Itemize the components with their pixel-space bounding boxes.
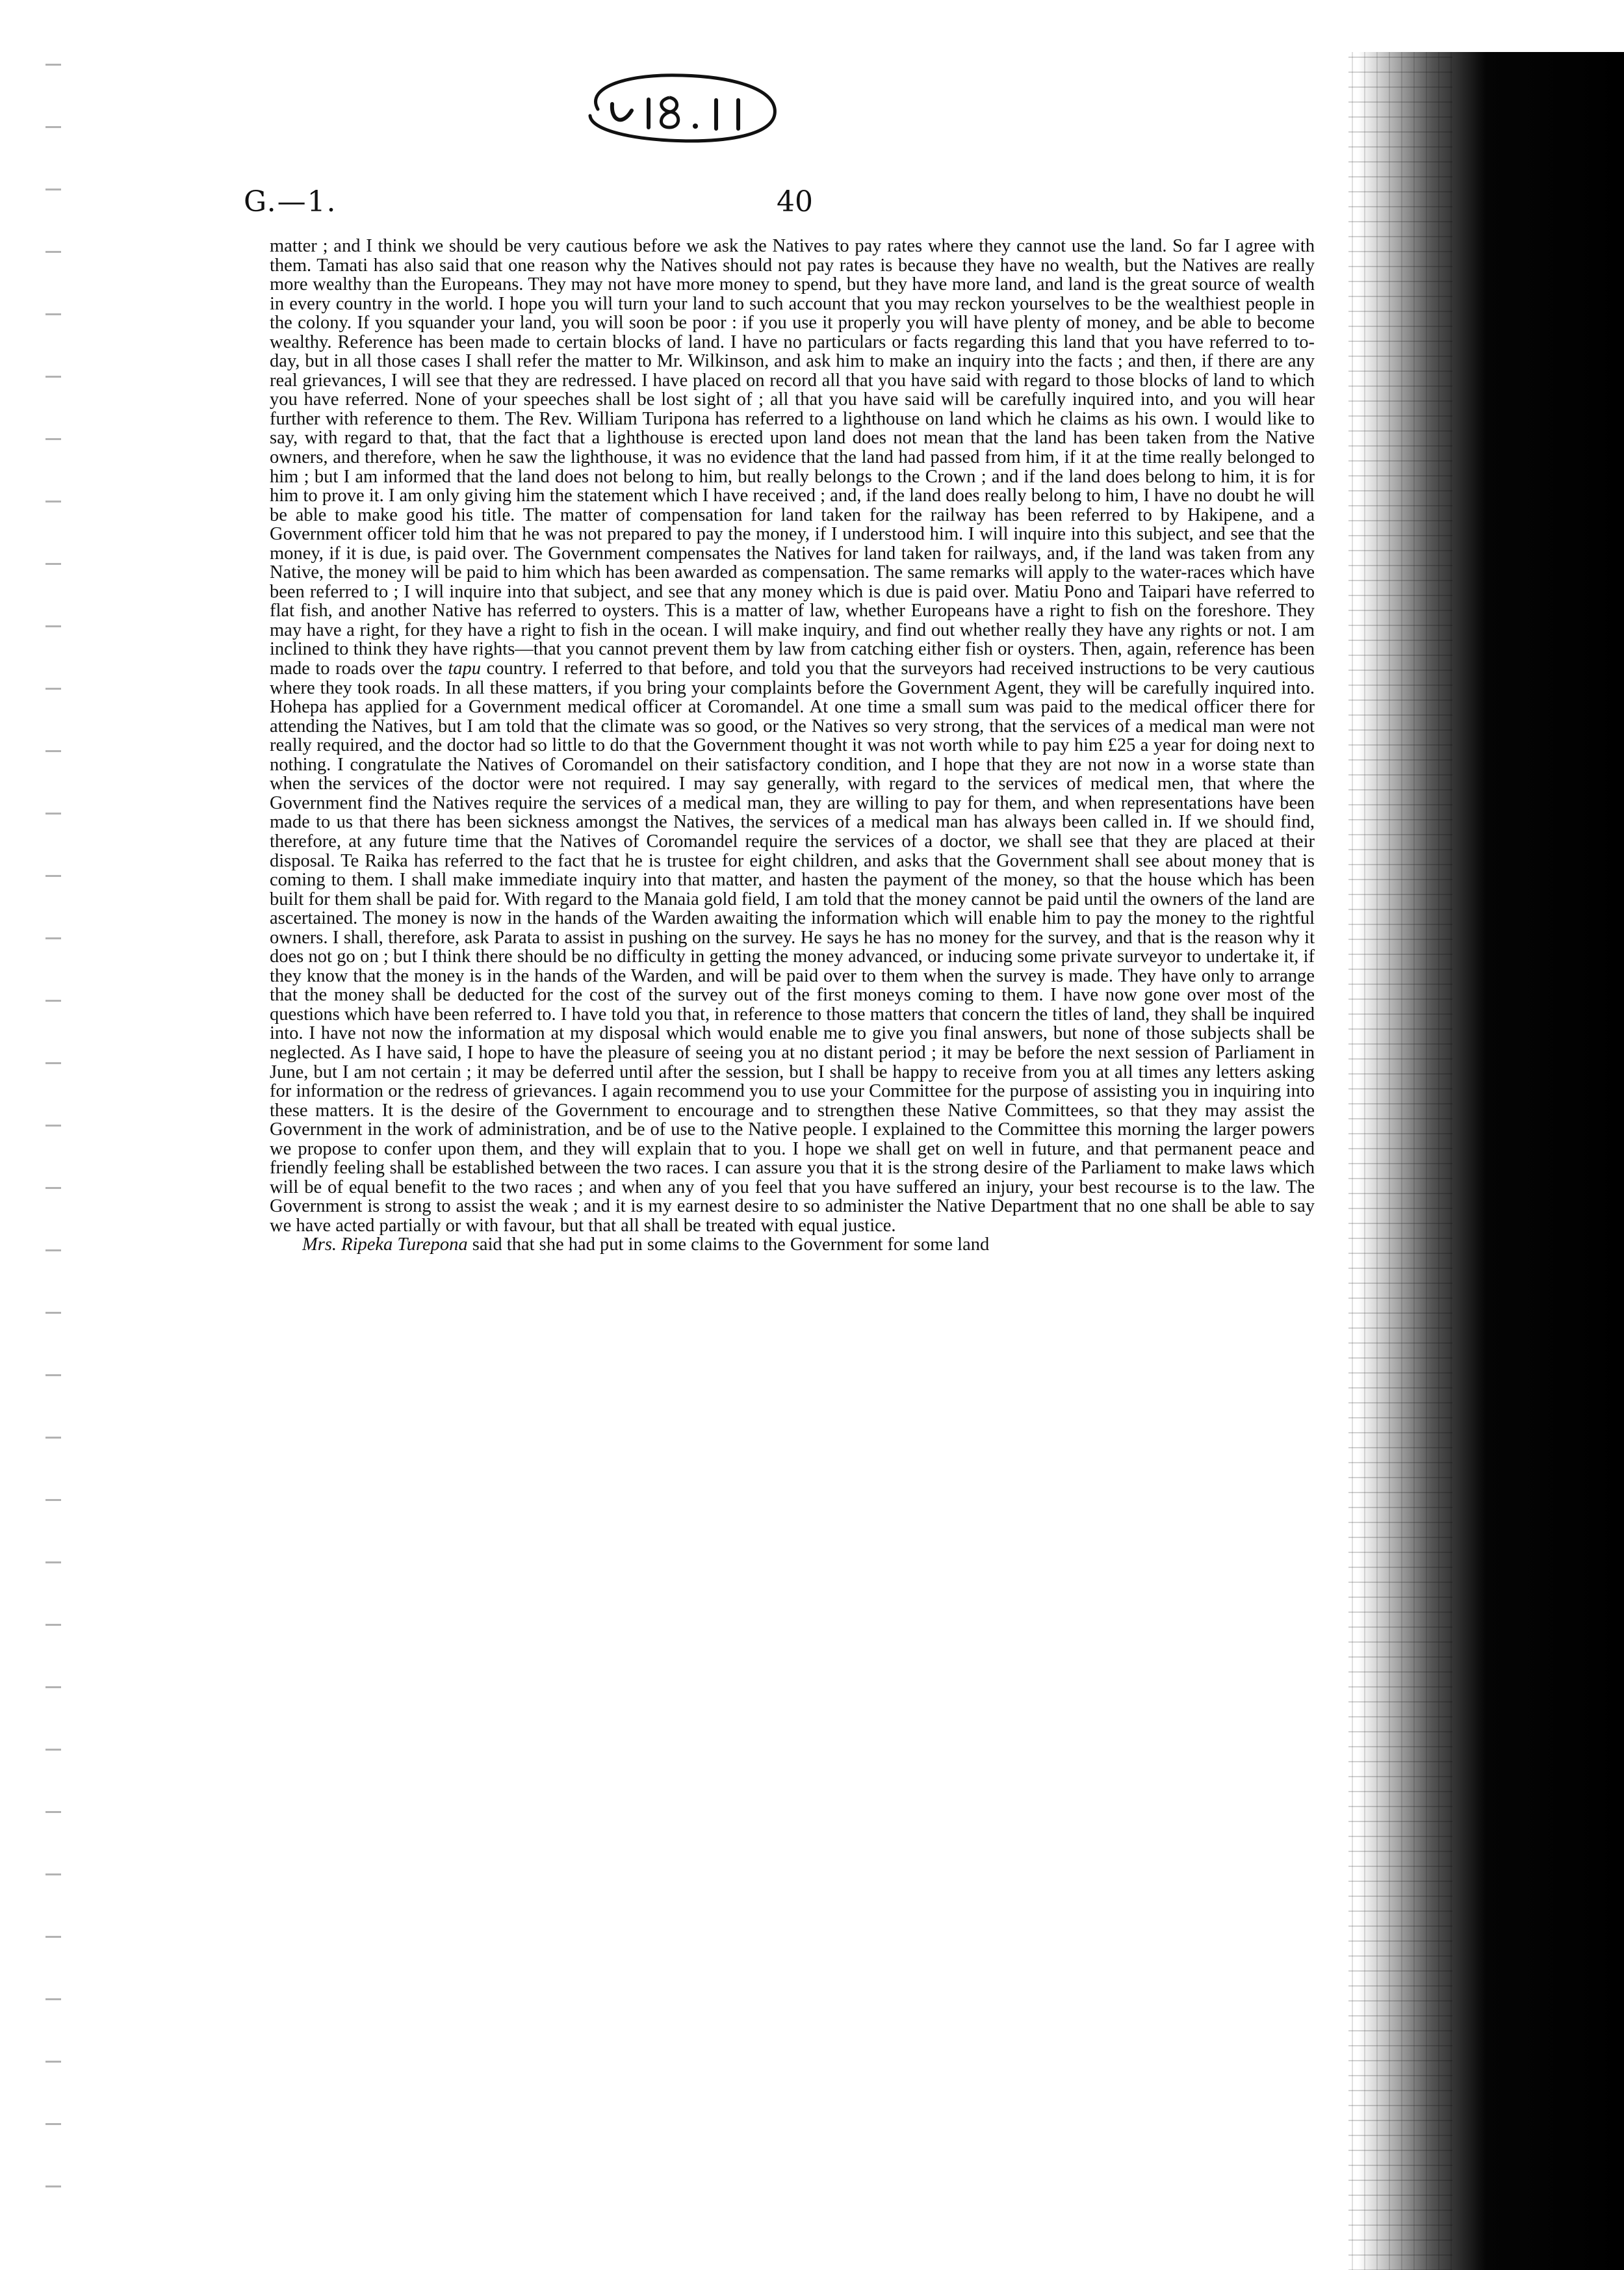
document-code: G.—1. [244, 185, 337, 218]
paragraph-1-continued: country. I referred to that before, and told you that the surveyors had received instructions to be very cautious where they took roads. In all these matters, if you bring your complaints before the Government Agent, they will be carefully inquired into. Hohepa has applied for a Government medical officer at Coromandel. At one time a small sum was paid to the medical officer there for attending the Natives, but I am told that the climate was so good, or the Natives so very strong, that the services of a medical man were not really required, and the doctor had so little to do that the Government thought it was not worth while to pay him £25 a year for doing next to nothing. I congratulate the Natives of Coromandel on their satisfactory condition, and I hope that they are not now in a worse state than when the services of the doctor were not required. I may say generally, with regard to the services of medical men, that where the Government find the Natives require the services of a medical man, they are willing to pay for them, and when representations have been made to us that there has been sickness amongst the Natives, the services of a medical man has always been called in. If we should find, therefore, at any future time that the Natives of Coromandel require the services of a doctor, we shall see that they are placed at their disposal. Te Raika has referred to the fact that he is trustee for eight children, and asks that the Government shall see about money that is coming to them. I shall make immediate inquiry into that matter, and hasten the payment of the money, so that the house which has been built for them shall be paid for. With regard to the Manaia gold field, I am told that the money cannot be paid until the owners of the land are ascertained. The money is now in the hands of the Warden awaiting the information which will enable him to pay the money to the rightful owners. I shall, therefore, ask Parata to assist in pushing on the survey. He says he has no money for the survey, and that is the reason why it does not go on ; but I think there should be no difficulty in getting the money advanced, or inducing some private surveyor to undertake it, if they know that the money is in the hands of the Warden, and will be paid over to them when the survey is made. They have only to arrange that the money shall be deducted for the cost of the survey out of the first moneys coming to them. I have now gone over most of the questions which have been referred to. I have told you that, in reference to those matters that concern the titles of land, they shall be inquired into. I have not now the information at my disposal which would enable me to give you final answers, but none of those subjects shall be neglected. As I have said, I hope to have the pleasure of seeing you at no distant period ; it may be before the next session of Parliament in June, but I am not certain ; it may be deferred until after the session, but I shall be happy to receive from you at all times any letters asking for information or the redress of grievances. I again recommend you to use your Committee for the purpose of assisting you in inquiring into these matters. It is the desire of the Government to encourage and to strengthen these Native Committees, so that they may assist the Government in the work of administration, and be of use to the Native people. I explained to the Committee this morning the larger powers we propose to confer upon them, and they will explain that to you. I hope we shall get on well in future, and that permanent peace and friendly feeling shall be established between the two races. I can assure you that it is the strong desire of the Parliament to make laws which will be of equal benefit to the two races ; and when any of you feel that you have suffered an injury, your best recourse is to the law. The Government is strong to assist the weak ; and it is my earnest desire to so administer the Native Department that no one shall be able to say we have acted partially or with favour, but that all shall be treated with equal justice. [270, 659, 1315, 1236]
paragraph-2-text: said that she had put in some claims to the Government for some land [472, 1234, 990, 1255]
handwritten-archive-mark [572, 64, 786, 148]
paragraph-1-text: matter ; and I think we should be very cautious before we ask the Natives to pay rates where they cannot use the land. So far I agree with them. Tamati has also said that one reason why the Natives should not pay rates is because they have no wealth, but the Natives are really more wealthy than the Europeans. They may not have more money to spend, but they have more land, and land is the great source of wealth in every country in the world. I hope you will turn your land to such account that you may reckon yourselves to be the wealthiest people in the colony. If you squander your land, you will soon be poor : if you use it properly you will have plenty of money, and be able to become wealthy. Reference has been made to certain blocks of land. I have no particulars or facts regarding this land that you have referred to to-day, but in all those cases I shall refer the matter to Mr. Wilkinson, and ask him to make an inquiry into the facts ; and then, if there are any real grievances, I will see that they are redressed. I have placed on record all that you have said with regard to those blocks of land to which you have referred. None of your speeches shall be lost sight of ; all that you have said will be carefully inquired into, and you will hear further with reference to them. The Rev. William Turipona has referred to a lighthouse on land which he claims as his own. I would like to say, with regard to that, that the fact that a lighthouse is erected upon land does not mean that the land has been taken from the Native owners, and therefore, when he saw the lighthouse, it was no evidence that the land had passed from him, if it at the time really belonged to him ; but I am informed that the land does not belong to him, but really belongs to the Crown ; and if the land does belong to him, it is for him to prove it. I am only giving him the statement which I have received ; and, if the land does really belong to him, I have no doubt he will be able to make good his title. The matter of compensation for land taken for the railway has been referred to by Hakipene, and a Government officer told him that he was not prepared to pay the money, if I understood him. I will inquire into this subject, and see that the money, if it is due, is paid over. The Government compensates the Natives for land taken for railways, and, if the land was taken from any Native, the money will be paid to him which has been awarded as compensation. The same remarks will apply to the water-races which have been referred to ; I will inquire into that subject, and see that any money which is due is paid over. Matiu Pono and Taipari have referred to flat fish, and another Native has referred to oysters. This is a matter of law, whether Europeans have a right to fish on the foreshore. They may have a right, for they have a right to fish in the ocean. I will make inquiry, and find out whether really they have any rights or not. I am inclined to think they have rights—that you cannot prevent them by law from catching either fish or oysters. Then, again, reference has been made to roads over the [270, 236, 1315, 679]
binding-edge-noise [1348, 52, 1452, 2270]
paragraph-2 [270, 1235, 1315, 1255]
paragraph-1 [270, 237, 1315, 1235]
speaker-name: Mrs. Ripeka Turepona [302, 1234, 468, 1255]
handwritten-archive-mark-drawing [572, 64, 786, 148]
page-number: 40 [777, 185, 813, 218]
tapu-italic: tapu [448, 659, 481, 679]
body-text [270, 237, 1315, 1255]
left-margin-specks [45, 39, 61, 2236]
